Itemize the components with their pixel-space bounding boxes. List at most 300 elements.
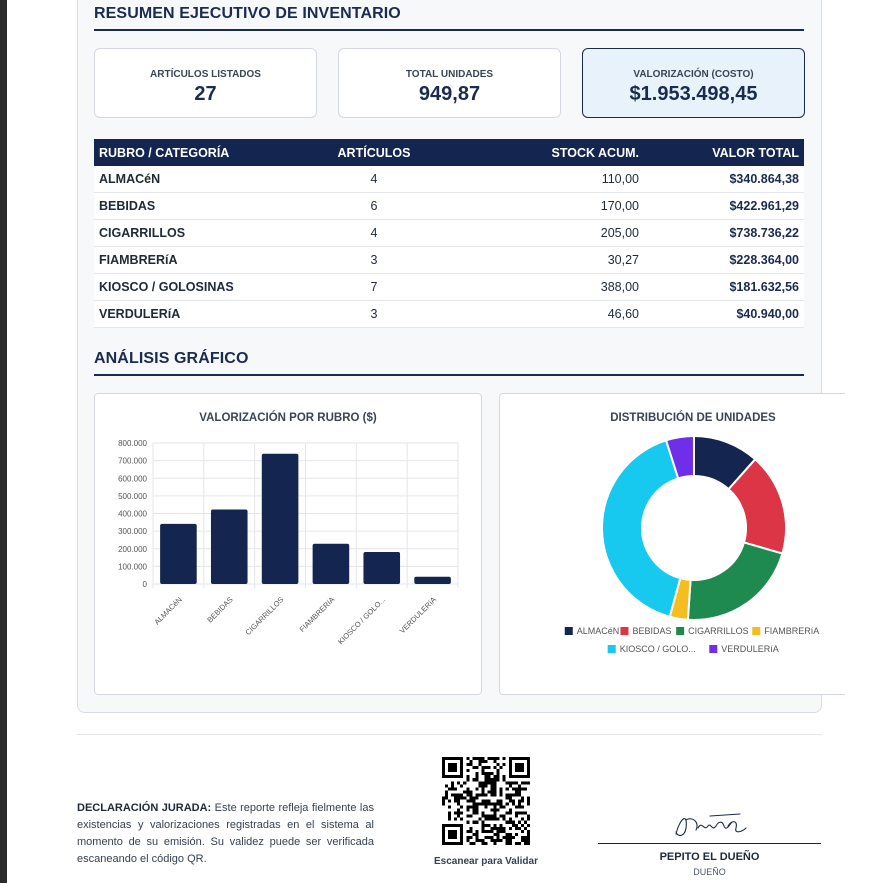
qr-module (500, 766, 503, 769)
qr-module (484, 818, 487, 821)
qr-module (506, 787, 509, 790)
qr-module (457, 803, 460, 806)
qr-module (494, 818, 497, 821)
qr-module (500, 790, 503, 793)
qr-module (494, 784, 497, 787)
qr-module (466, 787, 469, 790)
qr-module (466, 799, 469, 802)
qr-module (472, 842, 475, 845)
qr-module (491, 827, 494, 830)
qr-module (497, 775, 500, 778)
qr-module (512, 836, 515, 839)
qr-module (488, 830, 491, 833)
qr-module (469, 793, 472, 796)
qr-module (484, 830, 487, 833)
qr-module (469, 827, 472, 830)
qr-module (488, 815, 491, 818)
legend-swatch (620, 627, 628, 635)
qr-module (497, 809, 500, 812)
qr-module (494, 760, 497, 763)
analysis-title-rule (94, 374, 804, 376)
qr-module (494, 809, 497, 812)
qr-module (481, 839, 484, 842)
qr-module (488, 766, 491, 769)
qr-module (466, 815, 469, 818)
legend-label: ALMACéN (576, 626, 620, 636)
qr-module (448, 806, 451, 809)
qr-module (494, 757, 497, 760)
qr-module (466, 793, 469, 796)
qr-module (509, 827, 512, 830)
qr-module (506, 803, 509, 806)
qr-module (481, 766, 484, 769)
table-row (94, 193, 804, 220)
qr-module (524, 781, 527, 784)
cell-category: KIOSCO / GOLOSINAS (94, 274, 304, 301)
legend-swatch (709, 645, 717, 653)
qr-module (506, 781, 509, 784)
col-header-articles: ARTÍCULOS (304, 139, 444, 166)
donut-chart (500, 394, 845, 694)
qr-module (509, 842, 512, 845)
qr-module (515, 842, 518, 845)
qr-module (527, 833, 530, 836)
qr-module (469, 806, 472, 809)
qr-module (481, 815, 484, 818)
y-tick-label: 400.000 (118, 509, 147, 519)
qr-module (494, 842, 497, 845)
bar (313, 544, 350, 584)
qr-module (515, 812, 518, 815)
qr-module (466, 806, 469, 809)
qr-module (515, 790, 518, 793)
qr-module (506, 812, 509, 815)
qr-module (466, 763, 469, 766)
qr-module (451, 781, 454, 784)
qr-module (466, 836, 469, 839)
qr-module (457, 796, 460, 799)
qr-module (491, 784, 494, 787)
qr-module (481, 803, 484, 806)
table-row (94, 166, 804, 193)
cell-articles: 7 (304, 274, 444, 301)
qr-module (481, 760, 484, 763)
qr-module (484, 775, 487, 778)
qr-module (509, 812, 512, 815)
y-tick-label: 600.000 (118, 474, 147, 484)
qr-module (469, 760, 472, 763)
qr-module (481, 793, 484, 796)
cell-stock: 170,00 (444, 193, 644, 220)
bar (262, 454, 299, 584)
cell-stock: 110,00 (444, 166, 644, 193)
qr-module (503, 815, 506, 818)
qr-module (475, 803, 478, 806)
qr-module (484, 824, 487, 827)
y-tick-label: 300.000 (118, 527, 147, 537)
qr-module (527, 815, 530, 818)
inventory-table (94, 139, 804, 328)
qr-module (472, 796, 475, 799)
qr-module (503, 757, 506, 760)
qr-module (478, 760, 481, 763)
donut-chart-card (499, 393, 845, 695)
qr-module (512, 793, 515, 796)
qr-module (463, 781, 466, 784)
qr-module (500, 824, 503, 827)
window-edge (0, 0, 7, 883)
table-row (94, 301, 804, 328)
qr-module (481, 784, 484, 787)
qr-module (491, 778, 494, 781)
qr-module (509, 821, 512, 824)
qr-module (494, 812, 497, 815)
qr-module (442, 803, 445, 806)
qr-module (469, 763, 472, 766)
qr-module (503, 818, 506, 821)
qr-module (515, 833, 518, 836)
qr-module (481, 799, 484, 802)
kpi-label: ARTÍCULOS LISTADOS (150, 69, 261, 80)
qr-module (491, 787, 494, 790)
kpi-articles (94, 48, 317, 118)
qr-module (497, 836, 500, 839)
qr-module (497, 803, 500, 806)
qr-module (521, 787, 524, 790)
qr-module (527, 799, 530, 802)
qr-module (491, 836, 494, 839)
x-tick-label: CIGARRILLOS (243, 595, 286, 638)
qr-module (509, 781, 512, 784)
qr-module (488, 781, 491, 784)
qr-module (466, 790, 469, 793)
qr-module (500, 793, 503, 796)
cell-value: $40.940,00 (644, 301, 804, 328)
qr-module (521, 796, 524, 799)
donut-chart-title: DISTRIBUCIÓN DE UNIDADES (610, 412, 776, 424)
qr-module (527, 781, 530, 784)
qr-module (472, 778, 475, 781)
qr-module (521, 806, 524, 809)
col-header-category: RUBRO / CATEGORÍA (94, 139, 304, 166)
qr-code[interactable] (442, 757, 530, 845)
qr-module (448, 818, 451, 821)
bar-chart (95, 394, 481, 694)
qr-module (448, 787, 451, 790)
qr-module (488, 790, 491, 793)
cell-articles: 4 (304, 166, 444, 193)
legend-swatch (676, 627, 684, 635)
cell-stock: 388,00 (444, 274, 644, 301)
qr-module (518, 787, 521, 790)
qr-module (512, 821, 515, 824)
qr-module (500, 803, 503, 806)
qr-module (484, 806, 487, 809)
cell-articles: 4 (304, 220, 444, 247)
table-row (94, 247, 804, 274)
qr-module (469, 799, 472, 802)
qr-module (448, 815, 451, 818)
qr-module (481, 812, 484, 815)
qr-module (472, 809, 475, 812)
qr-module (481, 824, 484, 827)
qr-module (521, 824, 524, 827)
qr-module (515, 806, 518, 809)
qr-module (521, 799, 524, 802)
qr-module (524, 787, 527, 790)
bar (160, 524, 197, 584)
qr-module (521, 830, 524, 833)
qr-module (466, 757, 469, 760)
qr-module (512, 799, 515, 802)
qr-module (475, 772, 478, 775)
qr-module (509, 793, 512, 796)
qr-module (454, 796, 457, 799)
qr-module (491, 793, 494, 796)
qr-module (521, 836, 524, 839)
qr-finder (515, 763, 524, 772)
qr-module (451, 784, 454, 787)
qr-module (484, 784, 487, 787)
qr-module (515, 824, 518, 827)
qr-module (460, 806, 463, 809)
qr-module (503, 830, 506, 833)
y-tick-label: 700.000 (118, 456, 147, 466)
qr-module (503, 778, 506, 781)
kpi-value: 949,87 (418, 83, 481, 105)
qr-module (506, 821, 509, 824)
qr-module (457, 799, 460, 802)
qr-module (469, 790, 472, 793)
qr-module (527, 818, 530, 821)
qr-module (497, 827, 500, 830)
qr-module (475, 821, 478, 824)
qr-module (494, 766, 497, 769)
qr-module (481, 781, 484, 784)
qr-module (466, 830, 469, 833)
qr-module (475, 812, 478, 815)
qr-module (475, 787, 478, 790)
qr-module (515, 781, 518, 784)
qr-module (469, 836, 472, 839)
qr-module (518, 806, 521, 809)
qr-module (478, 803, 481, 806)
x-tick-label: KIOSCO / GOLO... (335, 595, 388, 647)
qr-finder (448, 763, 457, 772)
qr-module (524, 836, 527, 839)
x-tick-label: BEBIDAS (205, 595, 235, 625)
qr-module (521, 818, 524, 821)
kpi-value: 27 (194, 83, 217, 105)
qr-module (484, 815, 487, 818)
qr-module (457, 809, 460, 812)
qr-module (488, 803, 491, 806)
qr-module (518, 790, 521, 793)
qr-module (500, 839, 503, 842)
qr-module (491, 815, 494, 818)
qr-module (484, 766, 487, 769)
qr-module (524, 842, 527, 845)
qr-module (469, 796, 472, 799)
signer-name: PEPITO EL DUEÑO (659, 851, 760, 863)
qr-module (457, 793, 460, 796)
qr-module (518, 821, 521, 824)
qr-module (491, 830, 494, 833)
qr-module (472, 803, 475, 806)
y-tick-label: 0 (142, 580, 147, 589)
qr-module (524, 812, 527, 815)
qr-module (497, 772, 500, 775)
qr-module (457, 812, 460, 815)
x-tick-label: ALMACéN (152, 595, 184, 627)
bar (363, 552, 400, 584)
cell-category: ALMACéN (94, 166, 304, 193)
qr-module (491, 790, 494, 793)
qr-module (445, 784, 448, 787)
qr-module (454, 799, 457, 802)
bar-chart-card (94, 393, 482, 695)
cell-category: CIGARRILLOS (94, 220, 304, 247)
qr-module (512, 787, 515, 790)
qr-module (500, 799, 503, 802)
qr-module (503, 763, 506, 766)
bar (414, 577, 451, 584)
qr-module (512, 803, 515, 806)
qr-module (497, 830, 500, 833)
bar (211, 509, 248, 584)
qr-module (472, 821, 475, 824)
qr-module (494, 833, 497, 836)
qr-module (503, 775, 506, 778)
signature-line (598, 843, 821, 844)
qr-module (469, 842, 472, 845)
signature-image (670, 806, 760, 842)
qr-module (478, 818, 481, 821)
qr-module (527, 824, 530, 827)
qr-module (478, 839, 481, 842)
qr-module (475, 775, 478, 778)
qr-module (524, 839, 527, 842)
qr-module (494, 790, 497, 793)
qr-module (475, 793, 478, 796)
qr-module (478, 793, 481, 796)
qr-module (491, 809, 494, 812)
qr-module (448, 799, 451, 802)
qr-module (469, 830, 472, 833)
qr-module (491, 781, 494, 784)
qr-module (500, 787, 503, 790)
qr-module (460, 796, 463, 799)
qr-module (481, 827, 484, 830)
legend-label: FIAMBRERíA (764, 626, 820, 636)
qr-module (494, 827, 497, 830)
declaration-text: Este reporte refleja fielmente las existencias y valorizaciones registradas en el sistema al momento de su emisión. Su validez puede ser verificada escaneando el código QR. (77, 802, 374, 865)
qr-module (503, 806, 506, 809)
qr-module (509, 839, 512, 842)
qr-module (524, 821, 527, 824)
y-tick-label: 200.000 (118, 544, 147, 554)
table-row (94, 220, 804, 247)
qr-module (488, 799, 491, 802)
qr-module (481, 757, 484, 760)
qr-module (491, 839, 494, 842)
qr-module (497, 799, 500, 802)
qr-module (454, 818, 457, 821)
donut-slice (688, 542, 783, 620)
legend-swatch (752, 627, 760, 635)
qr-module (484, 760, 487, 763)
qr-module (515, 815, 518, 818)
qr-module (488, 836, 491, 839)
qr-module (472, 833, 475, 836)
qr-module (524, 827, 527, 830)
declaration-label: DECLARACIÓN JURADA: (77, 802, 212, 814)
qr-module (500, 815, 503, 818)
cell-articles: 6 (304, 193, 444, 220)
qr-module (491, 803, 494, 806)
qr-module (494, 806, 497, 809)
qr-module (481, 790, 484, 793)
cell-value: $340.864,38 (644, 166, 804, 193)
qr-module (484, 799, 487, 802)
cell-articles: 3 (304, 301, 444, 328)
qr-module (521, 839, 524, 842)
qr-module (521, 781, 524, 784)
qr-module (515, 793, 518, 796)
qr-module (506, 796, 509, 799)
analysis-title: ANÁLISIS GRÁFICO (94, 350, 249, 367)
x-tick-label: FIAMBRERíA (297, 595, 337, 634)
qr-module (481, 769, 484, 772)
qr-module (484, 793, 487, 796)
donut-slice (602, 440, 680, 616)
qr-module (445, 793, 448, 796)
qr-module (481, 842, 484, 845)
col-header-stock: STOCK ACUM. (444, 139, 644, 166)
legend-swatch (565, 627, 573, 635)
cell-value: $738.736,22 (644, 220, 804, 247)
qr-module (475, 839, 478, 842)
qr-module (484, 842, 487, 845)
qr-module (497, 833, 500, 836)
qr-module (491, 818, 494, 821)
qr-module (527, 839, 530, 842)
legend-swatch (608, 645, 616, 653)
legend-label: KIOSCO / GOLO... (619, 644, 696, 654)
qr-module (497, 818, 500, 821)
qr-module (509, 809, 512, 812)
qr-module (509, 818, 512, 821)
qr-finder (448, 830, 457, 839)
cell-stock: 46,60 (444, 301, 644, 328)
cell-value: $181.632,56 (644, 274, 804, 301)
qr-module (454, 793, 457, 796)
qr-module (503, 827, 506, 830)
qr-module (481, 772, 484, 775)
qr-module (488, 772, 491, 775)
qr-module (494, 793, 497, 796)
qr-module (478, 763, 481, 766)
qr-module (500, 827, 503, 830)
qr-module (466, 839, 469, 842)
kpi-label: TOTAL UNIDADES (405, 69, 494, 80)
table-header-row (94, 139, 804, 166)
declaration (77, 800, 374, 868)
qr-module (469, 815, 472, 818)
qr-module (484, 836, 487, 839)
qr-module (481, 821, 484, 824)
cell-stock: 30,27 (444, 247, 644, 274)
